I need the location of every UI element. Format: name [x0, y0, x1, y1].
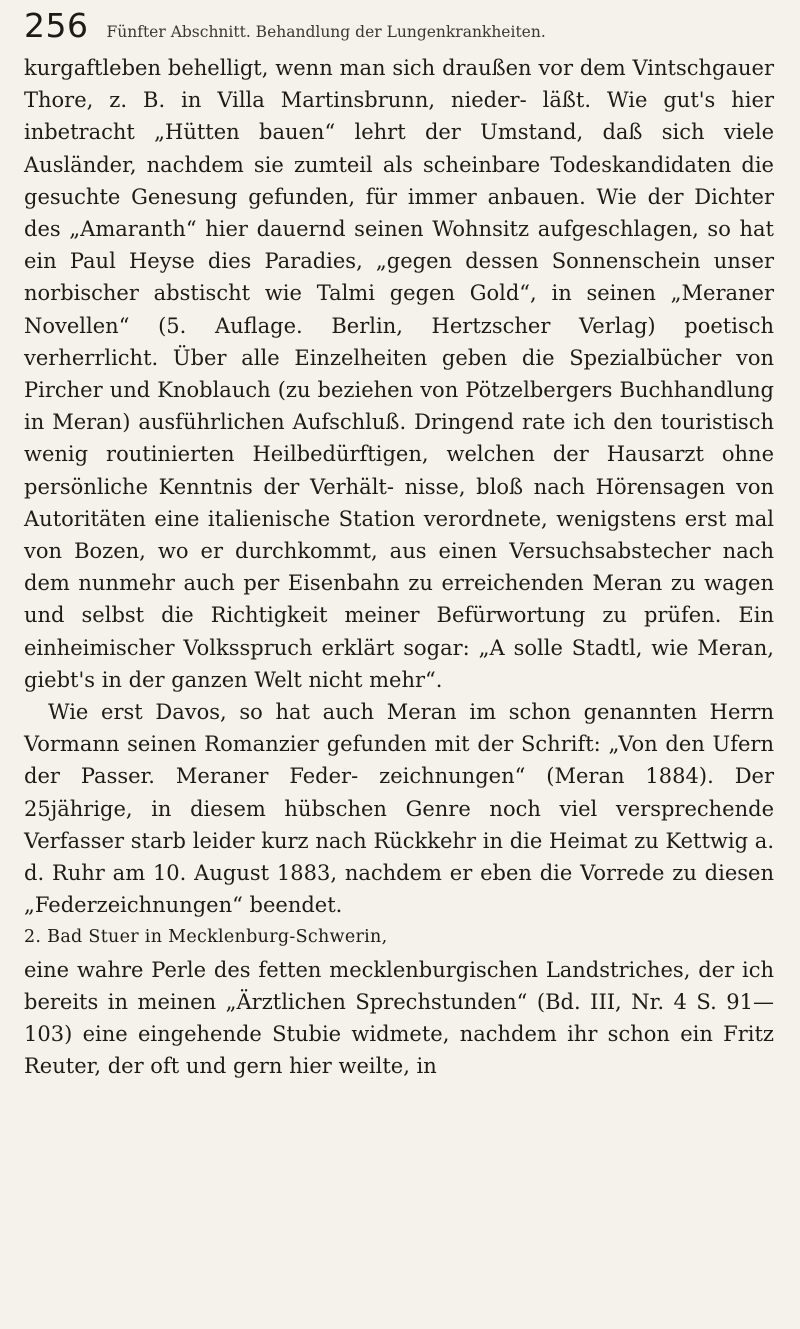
page-number: 256	[24, 6, 89, 45]
paragraph: Wie erst Davos, so hat auch Meran im schon genannten Herrn Vormann seinen Romanzier gefunden mit der Schrift: „Von den Ufern der Passer. Meraner Feder- zeichnungen“ (Meran 1884). Der 25jährige, in diesem hübschen Genre noch viel versprechende Verfasser starb leider kurz nach Rückkehr in die Heimat zu Kettwig a. d. Ruhr am 10. August 1883, nachdem er eben die Vorrede zu diesen „Federzeichnungen“ beendet.	[24, 700, 774, 918]
running-title: Fünfter Abschnitt. Behandlung der Lungenkrankheiten.	[106, 23, 546, 41]
body-text	[24, 52, 774, 1083]
section-heading: 2. Bad Stuer in Mecklenburg-Schwerin,	[24, 927, 388, 948]
paragraph: eine wahre Perle des fetten mecklenburgischen Landstriches, der ich bereits in meinen „Ärztlichen Sprechstunden“ (Bd. III, Nr. 4 S. 91—103) eine eingehende Stubie widmete, nachdem ihr schon ein Fritz Reuter, der oft und gern hier weilte, in	[24, 957, 774, 1079]
paragraph: kurgaftleben behelligt, wenn man sich draußen vor dem Vintschgauer Thore, z. B. in Villa Martinsbrunn, nieder- läßt. Wie gut's hier inbetracht „Hütten bauen“ lehrt der Umstand, daß sich viele Ausländer, nachdem sie zumteil als scheinbare Todeskandidaten die gesuchte Genesung gefunden, für immer anbauen. Wie der Dichter des „Amaranth“ hier dauernd seinen Wohnsitz aufgeschlagen, so hat ein Paul Heyse dies Paradies, „gegen dessen Sonnenschein unser norbischer abstischt wie Talmi gegen Gold“, in seinen „Meraner Novellen“ (5. Auflage. Berlin, Hertzscher Verlag) poetisch verherrlicht. Über alle Einzelheiten geben die Spezialbücher von Pircher und Knoblauch (zu beziehen von Pötzelbergers Buchhandlung in Meran) ausführlichen Aufschluß. Dringend rate ich den touristisch wenig routinierten Heilbedürftigen, welchen der Hausarzt ohne persönliche Kenntnis der Verhält- nisse, bloß nach Hörensagen von Autoritäten eine italienische Station verordnete, wenigstens erst mal von Bozen, wo er durchkommt, aus einen Versuchsabstecher nach dem nunmehr auch per Eisenbahn zu erreichenden Meran zu wagen und selbst die Richtigkeit meiner Befürwortung zu prüfen. Ein einheimischer Volksspruch erklärt sogar: „A solle Stadtl, wie Meran, giebt's in der ganzen Welt nicht mehr“.	[24, 56, 774, 692]
running-header	[24, 6, 774, 50]
